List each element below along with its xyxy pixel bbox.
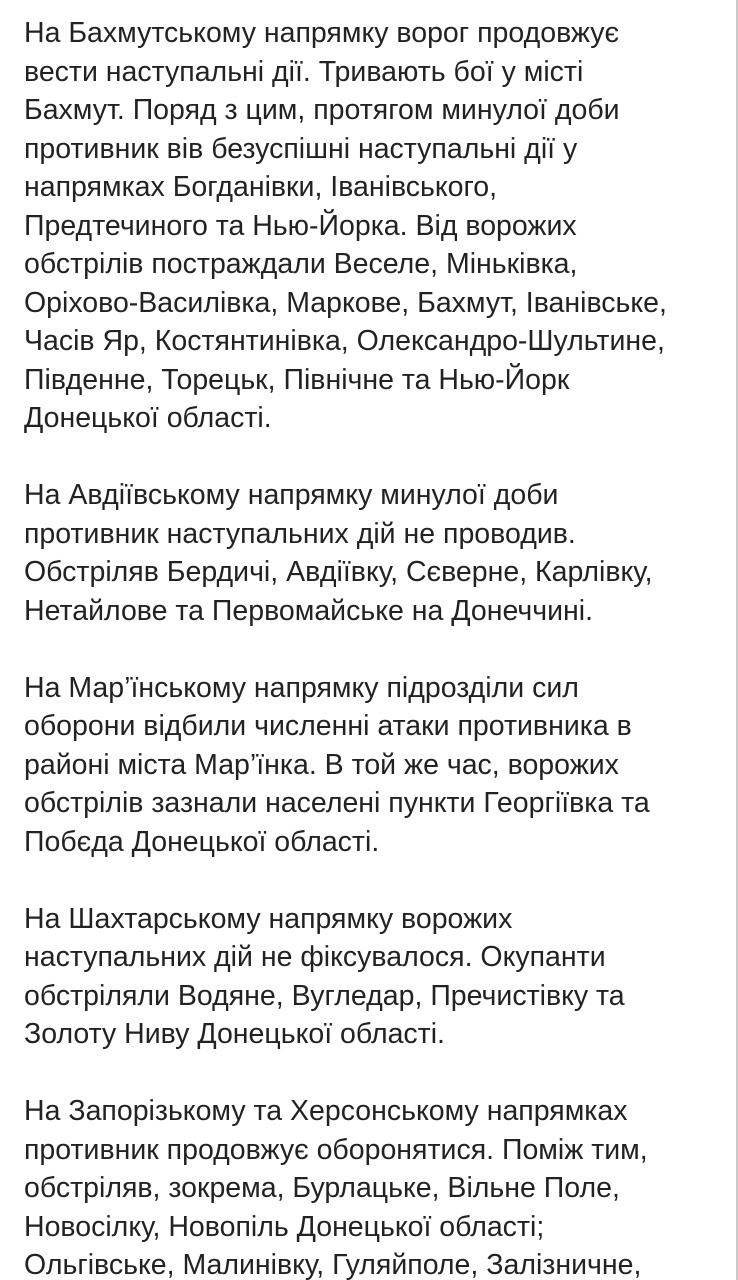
text-line: Південне, Торецьк, Північне та Нью-Йорк <box>24 363 570 396</box>
text-line: обстрілів зазнали населені пункти Георгіївка та <box>24 787 650 819</box>
text-line: Часів Яр, Костянтинівка, Олександро-Шультине, <box>24 325 665 357</box>
text-line: вести наступальні дії. Тривають бої у місті <box>24 55 584 88</box>
text-line: противник продовжує оборонятися. Поміж тим, <box>24 1133 648 1166</box>
text-line: Предтечиного та Нью-Йорка. Від ворожих <box>24 209 577 242</box>
text-line: На Шахтарському напрямку ворожих <box>24 902 513 935</box>
text-line: напрямках Богданівки, Іванівського, <box>24 171 498 203</box>
text-line: обстріляли Водяне, Вугледар, Пречистівку та <box>24 979 625 1012</box>
paragraph-marinka <box>24 669 730 862</box>
text-line: На Бахмутському напрямку ворог продовжує <box>24 17 620 49</box>
text-line: обстріляв, зокрема, Бурлацьке, Вільне Поле, <box>24 1172 620 1204</box>
paragraph-avdiivka <box>24 476 730 630</box>
text-line: оборони відбили численні атаки противника в <box>24 710 632 742</box>
text-line: Ольгівське, Малинівку, Гуляйполе, Залізничне, <box>24 1249 642 1280</box>
text-line: Золоту Ниву Донецької області. <box>24 1018 445 1050</box>
text-line: Побєда Донецької області. <box>24 825 380 858</box>
paragraph-shakhtarsk <box>24 900 730 1054</box>
text-line: Бахмут. Поряд з цим, протягом минулої доби <box>24 94 620 126</box>
text-line: наступальних дій не фіксувалося. Окупанти <box>24 941 606 973</box>
text-line: На Запорізькому та Херсонському напрямках <box>24 1095 628 1127</box>
text-line: На Авдіївському напрямку минулої доби <box>24 479 559 511</box>
text-line: Обстріляв Бердичі, Авдіївку, Сєверне, Карлівку, <box>24 556 653 588</box>
text-line: противник наступальних дій не проводив. <box>24 517 576 550</box>
text-line: Нетайлове та Первомайське на Донеччині. <box>24 594 593 627</box>
text-line: обстрілів постраждали Веселе, Міньківка, <box>24 248 578 280</box>
text-line: Оріхово-Василівка, Маркове, Бахмут, Іванівське, <box>24 286 667 319</box>
text-line: противник вів безуспішні наступальні дії у <box>24 132 578 165</box>
text-line: районі міста Мар’їнка. В той же час, ворожих <box>24 748 619 781</box>
paragraph-bakhmut <box>24 14 730 438</box>
text-line: Донецької області. <box>24 402 272 434</box>
text-line: На Мар’їнському напрямку підрозділи сил <box>24 671 579 704</box>
paragraph-zaporizhzhia-kherson <box>24 1092 730 1280</box>
text-line: Новосілку, Новопіль Донецької області; <box>24 1210 545 1243</box>
